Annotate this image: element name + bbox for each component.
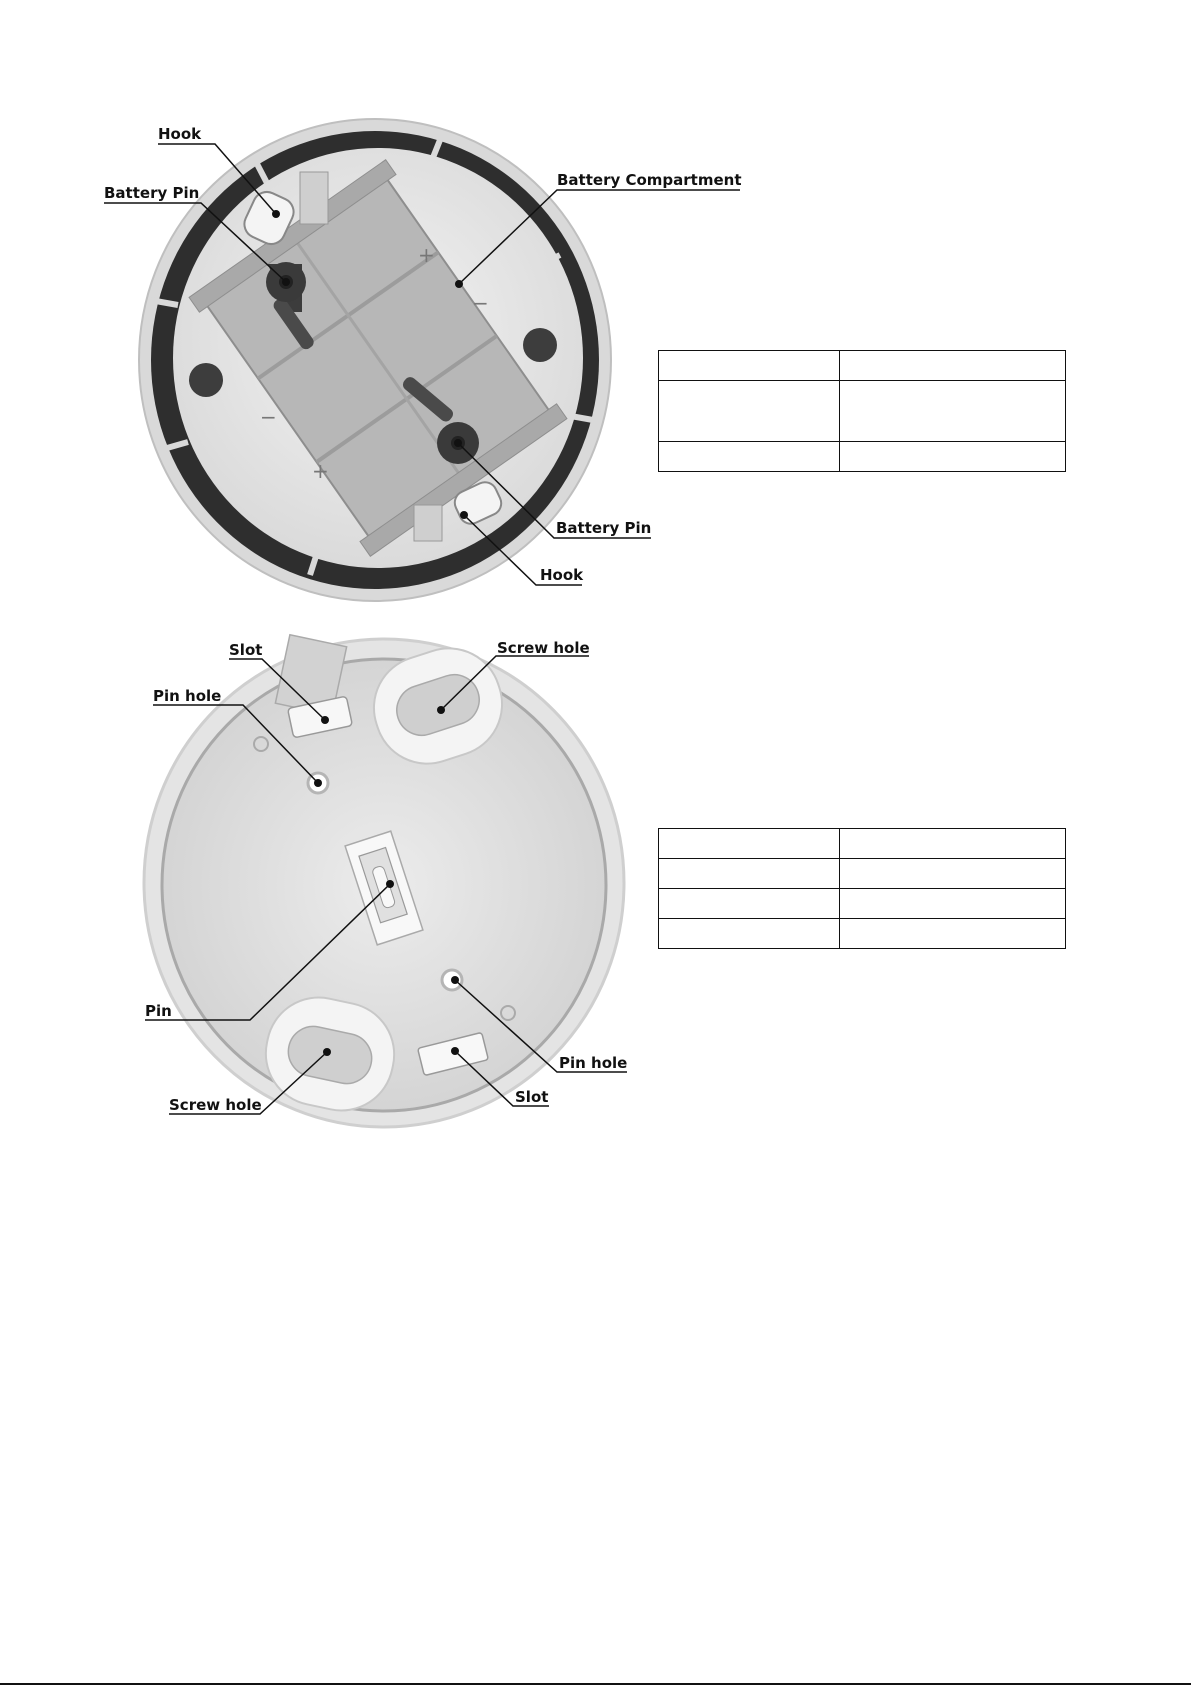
table-cell	[659, 889, 840, 919]
label-slot-bottom: Slot	[515, 1088, 549, 1106]
table-cell	[659, 859, 840, 889]
mounting-base-figure	[144, 635, 624, 1127]
plus-mark-1: +	[418, 243, 435, 267]
table-cell	[840, 442, 1066, 472]
label-battery-pin-bottom: Battery Pin	[556, 519, 652, 537]
label-pin: Pin	[145, 1002, 172, 1020]
label-slot-top: Slot	[229, 641, 263, 659]
table-cell	[840, 889, 1066, 919]
label-screw-hole-top: Screw hole	[497, 639, 590, 657]
table-cell	[659, 829, 840, 859]
table-row	[659, 381, 1066, 442]
spec-table-top	[658, 350, 1066, 472]
label-hook-bottom: Hook	[540, 566, 584, 584]
plus-mark-2: +	[312, 459, 329, 483]
label-screw-hole-bottom: Screw hole	[169, 1096, 262, 1114]
table-cell	[659, 919, 840, 949]
table-row	[659, 829, 1066, 859]
minus-mark-2: −	[260, 405, 277, 429]
spec-table-bottom	[658, 828, 1066, 949]
detector-back-figure	[139, 119, 611, 601]
table-cell	[659, 381, 840, 442]
table-cell	[840, 859, 1066, 889]
table-cell	[840, 351, 1066, 381]
label-pin-hole-bottom: Pin hole	[559, 1054, 628, 1072]
screw-right	[523, 328, 557, 362]
table-row	[659, 442, 1066, 472]
table-cell	[840, 829, 1066, 859]
table-row	[659, 919, 1066, 949]
table-row	[659, 351, 1066, 381]
table-cell	[840, 381, 1066, 442]
label-battery-compartment: Battery Compartment	[557, 171, 742, 189]
label-battery-pin-top: Battery Pin	[104, 184, 200, 202]
table-cell	[659, 442, 840, 472]
table-cell	[659, 351, 840, 381]
table-cell	[840, 919, 1066, 949]
table-row	[659, 889, 1066, 919]
minus-mark-1: −	[472, 291, 489, 315]
screw-left	[189, 363, 223, 397]
label-pin-hole-top: Pin hole	[153, 687, 222, 705]
label-hook-top: Hook	[158, 125, 202, 143]
table-row	[659, 859, 1066, 889]
